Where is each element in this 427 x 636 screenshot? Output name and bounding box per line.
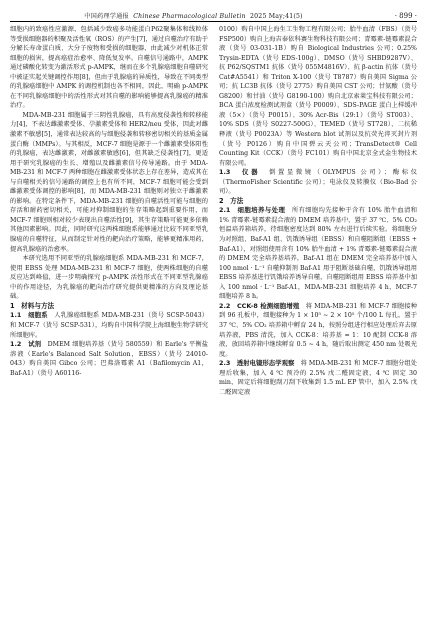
journal-issue: 2025 May;41(5) (250, 13, 303, 20)
header-rule (10, 21, 417, 22)
paragraph-text: 所有细胞均先接种于含有 10% 胎牛血清和 1% 青霉素-链霉素混合液的 DMEM 培养基中，置于 37 ℃、5% CO₂ 恒温培养箱培养，待细胞密度达到 80% 左右进行后续实验。将细胞分为对照组、Baf-A1 组、饥饿诱导组（EBSS）和自噬阻断组（EBSS + Baf-A1），对照组使用含有 10% 胎牛血清 + 1% 青霉素-链霉素混合液的 DMEM 完全培养基培养，Baf-A1 组在 DMEM 完全培养基中加入 100 nmol · L⁻¹ 自噬抑制剂 Baf-A1 用于阻断基础自噬，饥饿诱导组用 EBSS 培养基进行饥饿培养诱导自噬，自噬阻断组用 EBSS 培养基中加入 100 nmol · L⁻¹ Baf-A1，MDA-MB-231 细胞培养 4 h，MCF-7 细胞培养 8 h。 (219, 207, 417, 301)
subsection-heading: 2.1 细胞培养与处理 (219, 206, 286, 215)
subsection-heading: 1.2 试剂 (10, 340, 42, 349)
body-paragraph (219, 302, 417, 359)
paragraph-text: 将 MDA-MB-231 和 MCF-7 细胞分组处理后收集，加入 4 ℃ 预冷的 2.5% 戊二醛固定液，4 ℃ 固定 30 min，固定后将细胞刮刀刮下收集到 1.5 mL EP 管中，加入 2.5% 戊二醛固定液 (219, 360, 417, 396)
page-number: · 899 · (394, 12, 417, 20)
body-paragraph: 本研究选用不同亚型的乳腺癌细胞系 MDA-MB-231 和 MCF-7，使用 EBSS 处理 MDA-MB-231 和 MCF-7 细胞，使两株细胞的自噬反应达到峰值，进一步明确探究 p-AMPK 活性形式在不同亚型乳腺癌中的作用途径，为乳腺癌的靶向治疗研究提供更精准的方向及理论基础。 (10, 255, 208, 301)
paragraph-text: 将 MDA-MB-231 和 MCF-7 细胞接种到 96 孔板中，细胞接种为 1 × 10⁵ ~ 2 × 10⁵ 个/100 L 每孔，置于 37 ℃、5% CO₂ 培养箱中孵育 24 h，按照分组进行相应处理后弃去原培养液，PBS 清洗，加入 CCK-8：培养基 = 1：10 配制 CCK-8 溶液，放回培养箱中继续孵育 0.5 ~ 4 h，随后取出测定 450 nm 处吸光度。 (219, 302, 417, 358)
body-paragraph: MDA-MB-231 细胞属于三阴性乳腺癌，具有高度侵袭性和转移能力[4]，不表达雌激素受体、孕激素受体和 HER2/neu 受体，因此对雌激素不敏感[5]，通常表达较高的与细胞侵袭和转移密切相关的基质金属蛋白酶（MMPs）。与其相反，MCF-7 细胞是源于一个雌激素受体阳性的乳腺癌，表达雌激素，对雌激素敏感[6]，但其缺乏侵袭性[7]，更适用于研究乳腺癌的生长、增殖以及雌激素信号传导通路。由于 MDA-MB-231 和 MCF-7 两种细胞在雌激素受体状态上存在差异，造成其在与自噬相关的信号通路的调控上也有所不同，MCF-7 细胞可能会受到雌激素受体调控的影响[8]，而 MDA-MB-231 细胞则对独立于雌激素的影响。在特定条件下，MDA-MB-231 细胞的自噬活性可能与细胞的存活和耐药密切相关，可能对抑制细胞的生存策略起到重要作用，而 MCF-7 细胞则相对较少表现出自噬活性[9]，其生存策略可能更多依赖其他因素影响。因此，同时研究这两株细胞系能够通过比较不同亚型乳腺癌的自噬特征，从而制定针对性的靶向治疗策略，能够更精准用药，提高乳腺癌的治愈率。 (10, 111, 208, 253)
journal-title-en: Chinese Pharmacological Bulletin (133, 13, 246, 20)
journal-title-cn: 中国药理学通报 (84, 13, 129, 20)
subsection-heading: 1.1 细胞系 (10, 311, 48, 320)
body-paragraph (10, 311, 208, 340)
body-paragraph (219, 206, 417, 301)
section-heading: 2 方法 (219, 196, 244, 205)
right-column (219, 25, 417, 631)
paragraph-text: 人乳腺癌细胞系 MDA-MB-231（货号 SCSP-5043）和 MCF-7（货号 SCSP-531），均购自中国科学院上海细胞生物学研究所细胞库。 (10, 312, 208, 339)
body-paragraph: 0100）购自中国上海生工生物工程有限公司；胎牛血清（FBS）（货号 FSP500）购自上海吉泰依科赛生物科技有限公司；青霉素-链霉素混合液（货号 03-031-1B）购自 Biological Industries 公司；0.25% Trysin-EDTA（货号 EDS-100g）、DMSO（货号 SHBD9287V）、抗 P62/SQSTM1 抗体（货号 055M4816V）、抗 β-actin 抗体（货号 Cat#A5541）和 Triton X-100（货号 T8787）购自美国 Sigma 公司；抗 LC3B 抗体（货号 2775）购自美国 CST 公司；甘氨酸（货号 G8200）和甘油（货号 G8190-100）购自北京索莱宝科技有限公司；BCA 蛋白浓度检测试剂盒（货号 P0009）、SDS-PAGE 蛋白上样缓冲液（5×）（货号 P0015）、30% Acr-Bis（29:1）（货号 ST003）、10% SDS（货号 S0227-500G）、TEMED（货号 ST728）、二抗稀释液（货号 P0023A）等 Western blot 试剂以及抗荧光淬灭封片剂（货号 P0126）购自中国碧云天公司；TransDetect® Cell Counting Kit（CCK）（货号 FC101）购自中国北京全式金生物技术有限公司。 (219, 26, 417, 167)
journal-title (10, 11, 377, 20)
body-paragraph (219, 359, 417, 397)
running-header (10, 6, 417, 20)
body-paragraph: 细胞内的致癌性应激源，包括减少致癌多功能蛋白P62聚集体和线粒体等受损细胞器的积聚及活性氧（ROS）的产生[7]，通过自噬治疗有助于分解长寿命蛋白质、大分子废物和受损的细胞器，由此减少对机体正常细胞的损害，提高癌症治愈率、降低复发率。自噬信号通路中，AMPK 通过磷酸化转变为激活形式 p-AMPK，继而在多个乳腺癌细胞自噬研究中被证实起关键调控作用[8]，但由于乳腺癌的异质性，导致在不同类型的乳腺癌细胞中 AMPK 的调控机制也各不相同，因此，明确 p-AMPK 在不同乳腺癌细胞中的活性形式对其自噬的影响能够提高乳腺癌的精准治疗。 (10, 26, 208, 110)
body-paragraph (219, 168, 417, 197)
paragraph-text: DMEM 细胞培养基（货号 580559）和 Earle's 平衡盐溶液（Earle's Balanced Salt Solution，EBSS）（货号 24010-043）购自美国 Gibco 公司；巴弗洛霉素 A1（Bafilomycin A1，Baf-A1）（货号 A60116- (10, 341, 208, 377)
subsection-heading: 2.2 CCK-8 检测细胞增殖 (219, 301, 300, 310)
section-heading: 1 材料与方法 (10, 301, 55, 310)
subsection-heading: 2.3 透射电镜形态学观察 (219, 359, 295, 368)
body-paragraph (10, 340, 208, 378)
subsection-heading: 1.3 仪器 (219, 168, 261, 177)
paragraph-text: 倒置显微镜（OLYMPUS 公司）；酶标仪（ThermoFisher Scientific 公司）；电泳仪及转膜仪（Bio-Bad 公司）。 (219, 169, 417, 196)
left-column (10, 25, 208, 631)
